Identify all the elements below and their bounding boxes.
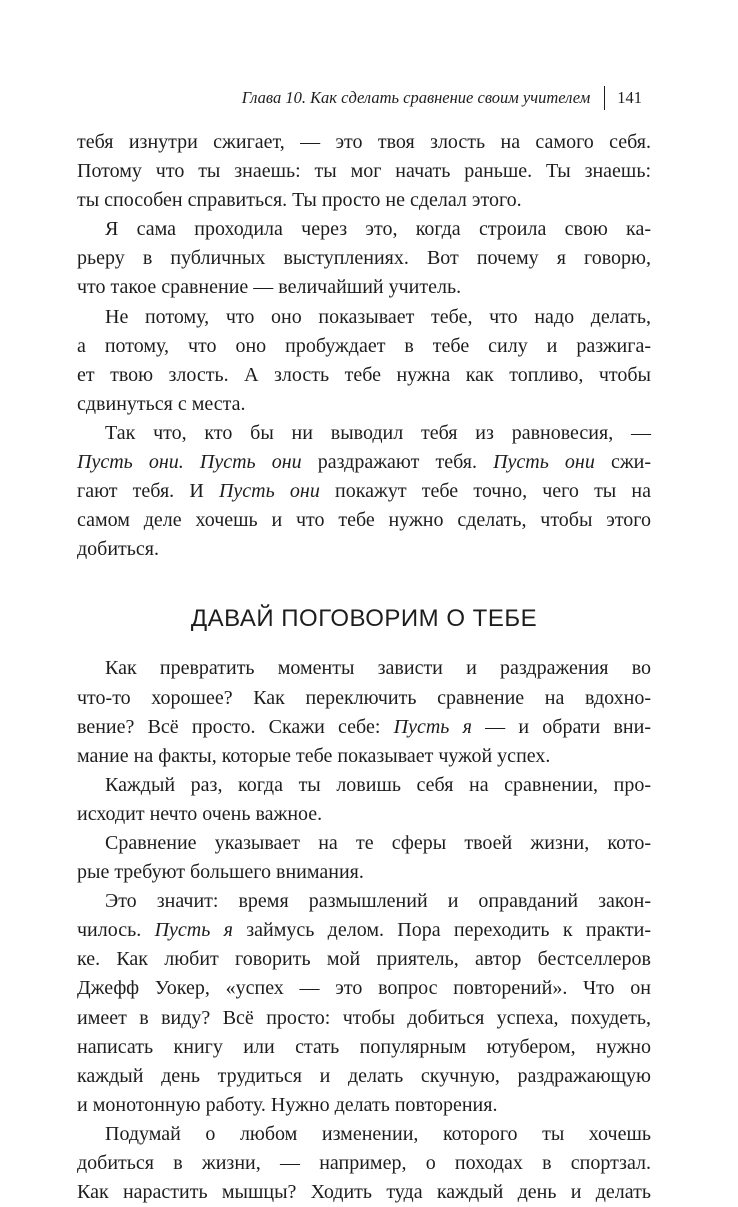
text-fragment: покажут тебе точно, чего ты на xyxy=(319,480,652,503)
text-line: исходит нечто очень важное. xyxy=(77,802,323,825)
text-line: Не потому, что оно показывает тебе, что надо делать, xyxy=(105,305,651,328)
chapter-title: Глава 10. Как сделать сравнение своим учителем xyxy=(241,88,591,107)
text-line xyxy=(77,477,651,506)
text-line: имеет в виду? Всё просто: чтобы добиться успеха, похудеть, xyxy=(77,1006,651,1029)
text-line: Как нарастить мышцы? Ходить туда каждый день и делать xyxy=(77,1181,651,1204)
text-fragment: гают тебя. И xyxy=(77,480,219,503)
text-line: а потому, что оно пробуждает в тебе силу и разжига- xyxy=(77,334,651,357)
text-fragment: раздражают тебя. xyxy=(301,451,494,474)
text-line: каждый день трудиться и делать скучную, раздражающую xyxy=(77,1064,651,1087)
text-line: ке. Как любит говорить мой приятель, автор бестселлеров xyxy=(77,948,651,971)
text-line: ты способен справиться. Ты просто не сделал этого. xyxy=(77,189,522,212)
text-line: мание на факты, которые тебе показывает чужой успех. xyxy=(77,744,551,767)
text-line: сдвинуться с места. xyxy=(77,392,246,415)
text-fragment: вение? Всё просто. Скажи себе: xyxy=(77,715,394,738)
text-fragment: сжи- xyxy=(594,451,652,474)
text-line: ет твою злость. А злость тебе нужна как топливо, чтобы xyxy=(77,363,651,386)
text-line xyxy=(77,713,651,742)
text-line: Я сама проходила через это, когда строила свою ка- xyxy=(105,218,651,241)
text-line: добиться. xyxy=(77,538,159,561)
text-fragment: чилось. xyxy=(77,919,155,942)
text-line xyxy=(77,448,651,477)
text-line: что такое сравнение — величайший учитель. xyxy=(77,276,462,299)
italic-phrase: Пусть я xyxy=(154,919,233,942)
text-fragment: — и обрати вни- xyxy=(471,715,651,738)
section-heading: ДАВАЙ ПОГОВОРИМ О ТЕБЕ xyxy=(190,605,538,633)
text-line: рьеру в публичных выступлениях. Вот почему я говорю, xyxy=(77,247,651,270)
text-line xyxy=(77,916,651,945)
page-body xyxy=(77,128,651,1207)
text-fragment: займусь делом. Пора переходить к практи- xyxy=(232,919,651,942)
text-line: и монотонную работу. Нужно делать повторения. xyxy=(77,1093,498,1116)
text-line: самом деле хочешь и что тебе нужно сделать, чтобы этого xyxy=(77,509,651,532)
text-line: рые требуют большего внимания. xyxy=(77,861,364,884)
text-line: Как превратить моменты зависти и раздражения во xyxy=(105,657,651,680)
text-line: Джефф Уокер, «успех — это вопрос повторений». Что он xyxy=(77,977,651,1000)
text-line: Потому что ты знаешь: ты мог начать раньше. Ты знаешь: xyxy=(77,160,651,183)
text-line: написать книгу или стать популярным ютубером, нужно xyxy=(77,1035,651,1058)
italic-phrase: Пусть они xyxy=(493,451,595,474)
running-header xyxy=(242,86,642,110)
text-line: Это значит: время размышлений и оправданий закон- xyxy=(105,890,651,913)
text-line: Подумай о любом изменении, которого ты хочешь xyxy=(105,1122,651,1145)
italic-phrase: Пусть я xyxy=(393,715,472,738)
text-line: Так что, кто бы ни выводил тебя из равновесия, — xyxy=(105,421,651,444)
header-divider xyxy=(604,86,605,110)
text-line: Каждый раз, когда ты ловишь себя на сравнении, про- xyxy=(105,773,651,796)
italic-phrase: Пусть они xyxy=(218,480,320,503)
text-line: тебя изнутри сжигает, — это твоя злость на самого себя. xyxy=(77,131,651,153)
text-line: что-то хорошее? Как переключить сравнение на вдохно- xyxy=(77,686,651,709)
text-line: добиться в жизни, — например, о походах в спортзал. xyxy=(77,1152,651,1174)
page-number: 141 xyxy=(617,88,642,107)
text-line: Сравнение указывает на те сферы твоей жизни, кото- xyxy=(105,831,651,854)
italic-phrase: Пусть они. Пусть они xyxy=(77,451,302,474)
